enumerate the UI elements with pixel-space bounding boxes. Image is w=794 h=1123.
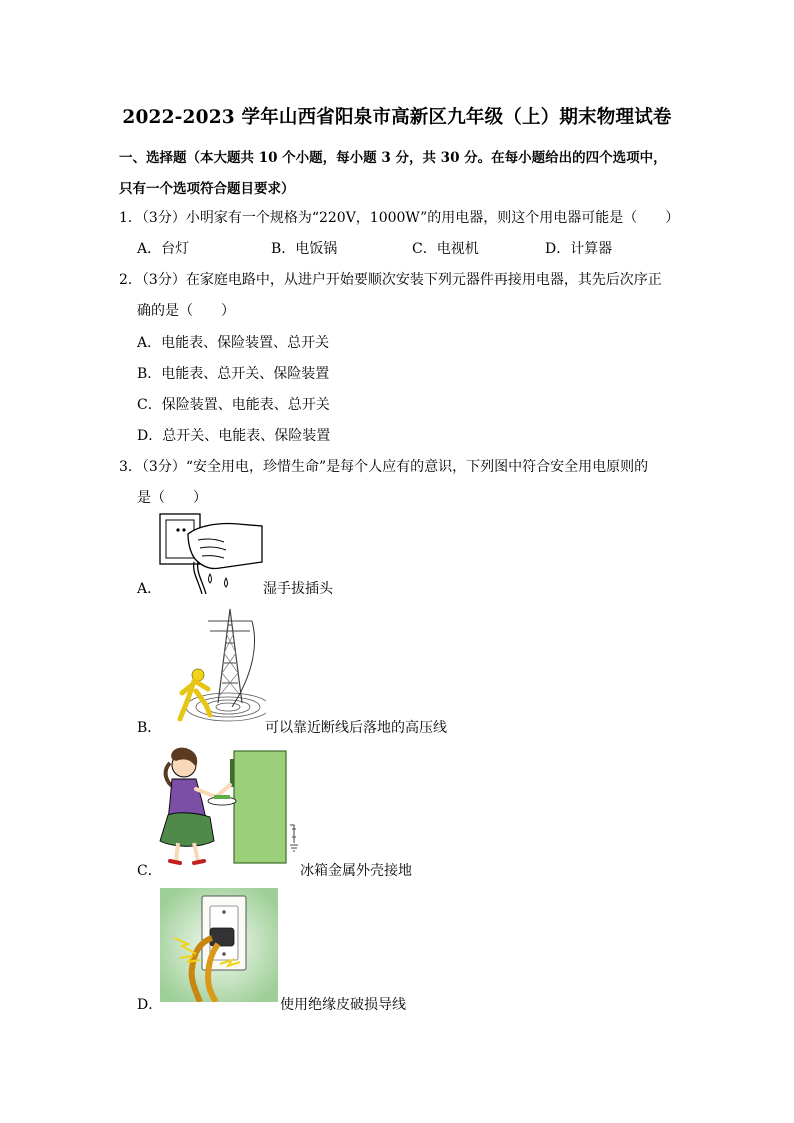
q3-option-b-caption: 可以靠近断线后落地的高压线 (265, 720, 447, 736)
section-heading-line2: 只有一个选项符合题目要求） (119, 181, 295, 197)
q3-option-c-letter: C． (137, 863, 162, 879)
q3-option-d-letter: D． (137, 997, 163, 1013)
question-1-options (137, 238, 677, 258)
q3-option-b-letter: B． (137, 720, 162, 736)
wet-hand-plug-illustration (158, 512, 266, 596)
q1-option-a: A．台灯 (137, 241, 190, 257)
q1-option-c: C．电视机 (412, 241, 479, 257)
high-voltage-tower-illustration (158, 603, 266, 731)
question-1-stem: 1．（3分）小明家有一个规格为“220V，1000W”的用电器，则这个用电器可能是（ ） (119, 210, 680, 226)
q3-option-d-caption: 使用绝缘皮破损导线 (280, 997, 406, 1013)
exam-title: 2022-2023 学年山西省阳泉市高新区九年级（上）期末物理试卷 (122, 107, 672, 128)
damaged-wire-illustration (160, 888, 278, 1002)
q2-option-c: C．保险装置、电能表、总开关 (137, 397, 330, 413)
question-3-stem-line1: 3．（3分）“安全用电，珍惜生命”是每个人应有的意识，下列图中符合安全用电原则的 (119, 459, 649, 475)
q3-option-a-caption: 湿手拔插头 (263, 581, 333, 597)
fridge-grounded-illustration (158, 745, 304, 873)
q1-option-b: B．电饭锅 (271, 241, 338, 257)
q2-option-a: A．电能表、保险装置、总开关 (137, 335, 330, 351)
q3-option-a-letter: A． (137, 581, 162, 597)
q1-option-d: D．计算器 (545, 241, 613, 257)
question-3-stem-line2: 是（ ） (137, 490, 207, 506)
q2-option-d: D．总开关、电能表、保险装置 (137, 428, 331, 444)
question-2-stem-line1: 2．（3分）在家庭电路中，从进户开始要顺次安装下列元器件再接用电器，其先后次序正 (119, 272, 662, 288)
q3-option-c-caption: 冰箱金属外壳接地 (300, 863, 412, 879)
section-heading-line1: 一、选择题（本大题共 10 个小题，每小题 3 分，共 30 分。在每小题给出的四个选项中， (119, 150, 667, 166)
q2-option-b: B．电能表、总开关、保险装置 (137, 366, 330, 382)
question-2-stem-line2: 确的是（ ） (137, 303, 235, 319)
